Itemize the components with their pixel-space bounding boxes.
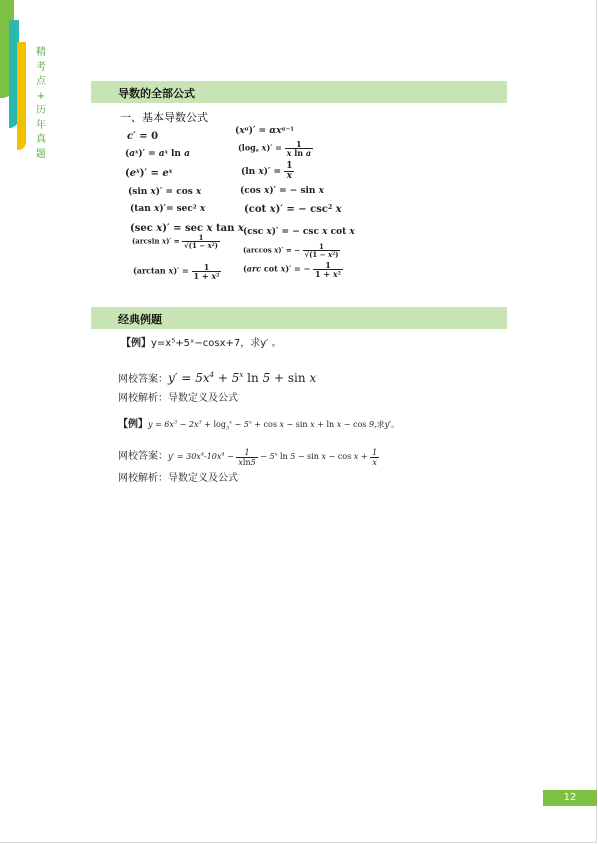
answer-math: $y' = 5x^4 + 5^x$ ln 5 + sin x	[168, 371, 317, 385]
answer-label: 网校答案：	[118, 374, 168, 385]
example-1-answer	[118, 370, 316, 385]
example-label: 【例】	[118, 419, 148, 430]
section-title: 导数的全部公式	[118, 87, 195, 100]
formula-log: ($\log_a$ x)′ = $\frac{1}{\text{x ln a}}$	[238, 139, 312, 158]
section-header-examples	[91, 307, 507, 329]
side-label-char: 历	[36, 105, 46, 116]
formula-csc: (csc x)′ = − csc x cot x	[243, 227, 355, 237]
example-2-question	[118, 415, 399, 432]
example-2-answer	[118, 447, 379, 467]
formula-arcsin: (arcsin x)′ = $\frac{1}{√(1 - x^2)}$	[132, 233, 218, 250]
side-label-char: 真	[36, 134, 46, 145]
section-subtitle: 一、基本导数公式	[120, 111, 208, 124]
formula-natural-exponential: $(e^x)' = e^x$	[125, 168, 173, 179]
side-label-char: 点	[36, 76, 46, 87]
example-2-math: $y = 6x^3 - 2x^3 + \log_3^x - 5^x + \cos x - \sin x + \ln x - \cos 9$,求y′。	[148, 419, 400, 432]
section-header-formulas	[91, 81, 507, 103]
answer-math: $y' = 30x^4-10x^4$ − $\frac{1}{xln5}$ − $5^x$ ln 5 − sin x − cos x + $\frac{1}{x}$	[168, 447, 378, 467]
decor-bar-yellow	[17, 42, 26, 150]
formula-sin: (sin x)′ = cos x	[128, 187, 202, 197]
formula-arctan: (arctan x)′ = $\frac{1}{1 + x^2}$	[133, 262, 220, 281]
formula-constant: c′ = 0	[127, 131, 159, 142]
section-title: 经典例题	[118, 313, 162, 326]
example-1-analysis	[118, 389, 238, 404]
example-2-analysis	[118, 469, 238, 484]
side-label-char: 考	[36, 61, 46, 73]
side-label-char: 题	[36, 148, 46, 160]
formula-power: $(x^\alpha)' = \alpha x^{\alpha-1}$	[235, 126, 294, 136]
analysis-text: 导数定义及公式	[168, 393, 238, 404]
formula-tan: (tan $x)'= \sec^2 x$	[130, 204, 206, 214]
example-1-question	[121, 334, 282, 349]
formula-sec: (sec x)′ = sec x tan x	[130, 223, 244, 234]
side-label-char: +	[36, 90, 46, 102]
analysis-text: 导数定义及公式	[168, 473, 238, 484]
analysis-label: 网校解析：	[118, 393, 168, 404]
answer-label: 网校答案：	[118, 451, 168, 462]
formula-ln: (ln x)′ = $\frac{1}{x}$	[241, 161, 293, 181]
formula-cot: (cot x)′ = − $\csc^2 x$	[244, 204, 342, 215]
example-text: y=x⁵+5ˣ−cosx+7，求y′ 。	[151, 338, 282, 349]
page-number: 12	[543, 790, 597, 806]
formula-exponential: $(a^x)' = a^x$ ln a	[125, 149, 190, 159]
formula-arccot: (arc cot x)′ = − $\frac{1}{1 + x^2}$	[243, 260, 341, 279]
formula-arccos: (arccos x)′ = − $\frac{1}{√(1 - x^2)}$	[243, 242, 339, 259]
formula-cos: (cos x)′ = − sin x	[240, 186, 324, 196]
side-label	[35, 46, 47, 162]
example-label: 【例】	[121, 338, 151, 349]
analysis-label: 网校解析：	[118, 473, 168, 484]
side-label-char: 精	[36, 47, 46, 58]
side-label-char: 年	[36, 119, 46, 131]
